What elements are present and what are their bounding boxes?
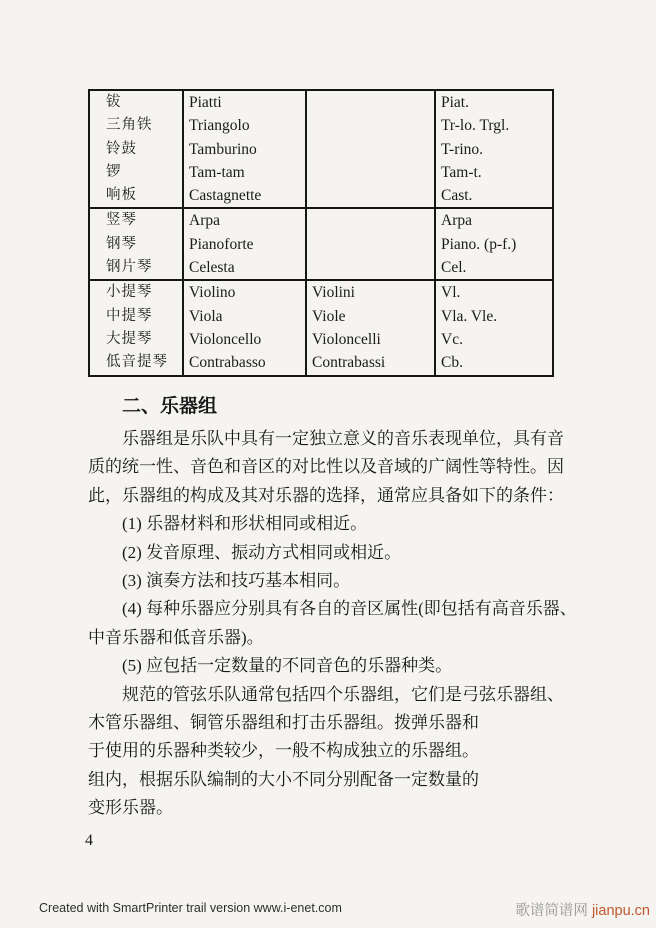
cell-italian-name: Celesta: [184, 256, 307, 279]
instrument-table: [88, 89, 554, 377]
cell-italian-name: Contrabasso: [184, 351, 307, 374]
cell-plural-name: Violini: [307, 281, 436, 304]
cell-abbreviation: Piat.: [441, 94, 469, 111]
body-line: 规范的管弦乐队通常包括四个乐器组，它们是弓弦乐器组、: [122, 684, 564, 704]
cell-chinese-name: 钢片琴: [90, 256, 184, 279]
cell-chinese-name: 钹: [90, 91, 184, 114]
table-group-strings: [90, 279, 552, 374]
body-line-list-item: (2) 发音原理、振动方式相同或相近。: [122, 542, 402, 562]
body-line: 乐器组是乐队中具有一定独立意义的音乐表现单位，具有音: [122, 429, 564, 448]
cell-plural-name: [307, 161, 436, 184]
body-line-list-item: (3) 演奏方法和技巧基本相同。: [122, 571, 351, 591]
section-instrument-groups: [88, 394, 580, 823]
cell-plural-name: [307, 233, 436, 256]
body-line: 木管乐器组、铜管乐器组和打击乐器组。拨弹乐器和: [88, 713, 479, 733]
cell-plural-name: Viole: [307, 305, 436, 328]
cell-abbreviation: Piano. (p-f.): [441, 235, 517, 253]
cell-italian-name: Tam-tam: [184, 161, 307, 184]
table-group-percussion: [90, 91, 552, 207]
cell-plural-name: [307, 114, 436, 137]
cell-chinese-name: 锣: [90, 161, 184, 184]
cell-abbreviation: Vl.: [441, 284, 461, 302]
printer-credit-watermark: Created with SmartPrinter trail version www.i-enet.com: [39, 901, 342, 915]
cell-plural-name: [307, 138, 436, 161]
section-heading: 二、乐器组: [122, 396, 218, 417]
cell-abbreviation: Tam-t.: [441, 163, 482, 181]
cell-italian-name: Violoncello: [184, 328, 307, 351]
cell-italian-name: Arpa: [184, 209, 307, 232]
cell-chinese-name: 铃鼓: [90, 138, 184, 161]
cell-plural-name: [307, 209, 436, 232]
cell-abbreviation: Cb.: [441, 354, 463, 372]
cell-abbreviation: Tr-lo. Trgl.: [441, 117, 510, 135]
page-number: 4: [85, 832, 93, 849]
cell-italian-name: Pianoforte: [184, 233, 307, 256]
cell-chinese-name: 中提琴: [90, 305, 184, 328]
cell-plural-name: [307, 91, 436, 114]
cell-plural-name: Contrabassi: [307, 351, 436, 374]
site-url: jianpu.cn: [591, 903, 650, 919]
body-line: 质的统一性、音色和音区的对比性以及音域的广阔性等特性。因: [88, 457, 564, 477]
cell-chinese-name: 大提琴: [90, 328, 184, 351]
cell-italian-name: Triangolo: [184, 114, 307, 137]
body-line-list-item: (5) 应包括一定数量的不同音色的乐器种类。: [122, 656, 453, 676]
body-line-list-item: (1) 乐器材料和形状相同或相近。: [122, 514, 368, 534]
cell-abbreviation: Arpa: [441, 212, 472, 230]
site-name: 歌谱简谱网: [515, 903, 588, 919]
cell-italian-name: Piatti: [184, 91, 307, 114]
cell-abbreviation: Vc.: [441, 330, 463, 348]
body-line: 组内，根据乐队编制的大小不同分别配备一定数量的: [88, 769, 479, 789]
cell-abbreviation: T-rino.: [441, 140, 484, 158]
body-line: 于使用的乐器种类较少，一般不构成独立的乐器组。: [88, 741, 479, 761]
cell-chinese-name: 响板: [90, 184, 184, 207]
cell-plural-name: [307, 184, 436, 207]
cell-chinese-name: 三角铁: [90, 114, 184, 137]
body-line: 变形乐器。: [88, 798, 173, 818]
cell-chinese-name: 小提琴: [90, 281, 184, 304]
cell-plural-name: Violoncelli: [307, 328, 436, 351]
cell-chinese-name: 竖琴: [90, 209, 184, 232]
cell-abbreviation: Cel.: [441, 259, 467, 277]
body-line: 中音乐器和低音乐器)。: [88, 627, 264, 647]
site-watermark: [515, 899, 650, 920]
cell-chinese-name: 低音提琴: [90, 351, 184, 374]
cell-chinese-name: 钢琴: [90, 233, 184, 256]
cell-italian-name: Castagnette: [184, 184, 307, 207]
table-group-keyboard-harp: [90, 207, 552, 279]
cell-abbreviation: Cast.: [441, 187, 473, 205]
cell-abbreviation: Vla. Vle.: [441, 307, 498, 325]
cell-italian-name: Tamburino: [184, 138, 307, 161]
body-line-list-item: (4) 每种乐器应分别具有各自的音区属性(即包括有高音乐器、: [122, 599, 577, 619]
cell-plural-name: [307, 256, 436, 279]
body-line: 此，乐器组的构成及其对乐器的选择，通常应具备如下的条件：: [88, 485, 564, 505]
cell-italian-name: Viola: [184, 305, 307, 328]
cell-italian-name: Violino: [184, 281, 307, 304]
